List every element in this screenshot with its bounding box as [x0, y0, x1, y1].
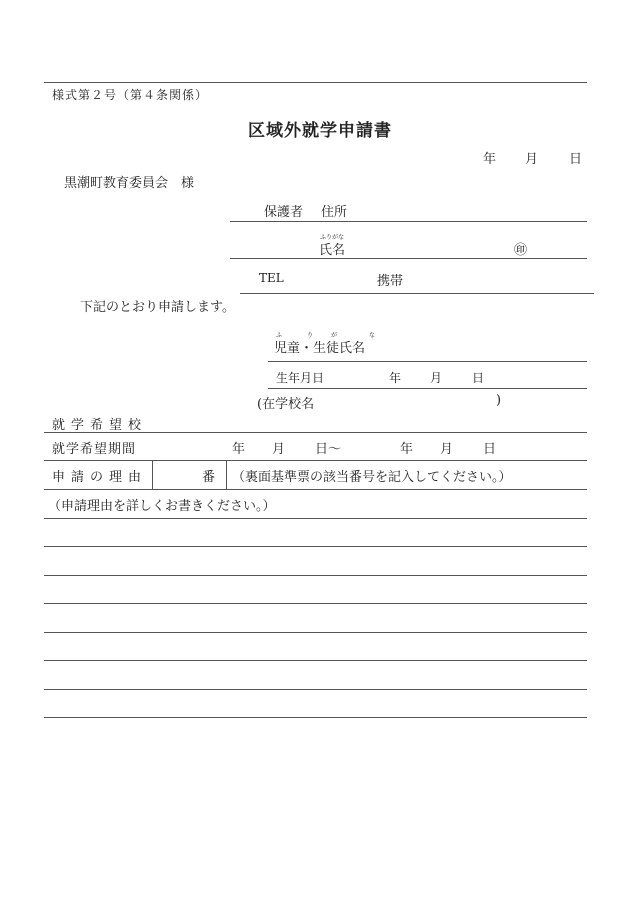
period-label: 就学希望期間 — [52, 442, 137, 457]
birth-field-line[interactable] — [268, 388, 587, 389]
details-instruction: （申請理由を詳しくお書きください。） — [48, 499, 276, 514]
addressee: 黒潮町教育委員会 様 — [64, 176, 195, 191]
details-line-6[interactable] — [44, 660, 587, 661]
reason-number-label: 番 — [202, 470, 216, 485]
date-year-label: 年 — [483, 152, 497, 167]
request-text: 下記のとおり申請します。 — [80, 300, 235, 315]
period-month2: 月 — [440, 442, 454, 457]
top-rule — [44, 82, 587, 83]
date-month-label: 月 — [525, 152, 539, 167]
desired-school-field-line[interactable] — [44, 432, 587, 433]
details-line-4[interactable] — [44, 603, 587, 604]
child-name-label: 児童・生徒氏名 — [274, 341, 366, 356]
birth-year-label: 年 — [389, 371, 402, 385]
address-label: 住所 — [321, 205, 348, 220]
mobile-label: 携帯 — [377, 274, 404, 289]
date-day-label: 日 — [569, 152, 583, 167]
details-line-7[interactable] — [44, 689, 587, 690]
period-day2: 日 — [483, 442, 497, 457]
child-furigana-fu: ふ — [276, 332, 283, 339]
child-furigana-na: な — [369, 332, 376, 339]
details-line-3[interactable] — [44, 575, 587, 576]
guardian-name-label: 氏名 — [319, 243, 346, 258]
desired-school-label: 就学希望校 — [52, 418, 148, 433]
details-line-5[interactable] — [44, 632, 587, 633]
period-year1: 年 — [232, 442, 246, 457]
period-field-line[interactable] — [44, 460, 587, 461]
school-name-close: ) — [496, 393, 502, 408]
reason-instruction: （裏面基準票の該当番号を記入してください。） — [232, 470, 512, 485]
guardian-label: 保護者 — [264, 205, 304, 220]
form-number: 様式第２号（第４条関係） — [52, 88, 209, 102]
period-day1: 日～ — [315, 442, 342, 457]
reason-label: 申請の理由 — [52, 470, 148, 485]
details-line-2[interactable] — [44, 546, 587, 547]
seal-mark: ㊞ — [514, 243, 528, 258]
child-furigana-ga: が — [331, 332, 338, 339]
child-name-field-line[interactable] — [268, 361, 587, 362]
reason-row-bottom-line — [44, 489, 587, 490]
reason-divider-2 — [226, 460, 227, 489]
child-furigana-ri: り — [307, 332, 314, 339]
school-name-open: (在学校名 — [257, 397, 315, 412]
birth-label: 生年月日 — [276, 371, 325, 385]
details-line-8[interactable] — [44, 717, 587, 718]
birth-day-label: 日 — [472, 371, 485, 385]
period-year2: 年 — [400, 442, 414, 457]
guardian-name-field-line[interactable] — [230, 258, 587, 259]
page-title: 区域外就学申請書 — [248, 121, 392, 141]
birth-month-label: 月 — [430, 371, 443, 385]
tel-field-line[interactable] — [240, 293, 594, 294]
details-line-1[interactable] — [44, 518, 587, 519]
address-field-line[interactable] — [230, 221, 587, 222]
reason-divider-1 — [152, 460, 153, 489]
period-month1: 月 — [272, 442, 286, 457]
tel-label: TEL — [259, 271, 284, 285]
guardian-furigana: ふりがな — [320, 234, 345, 241]
